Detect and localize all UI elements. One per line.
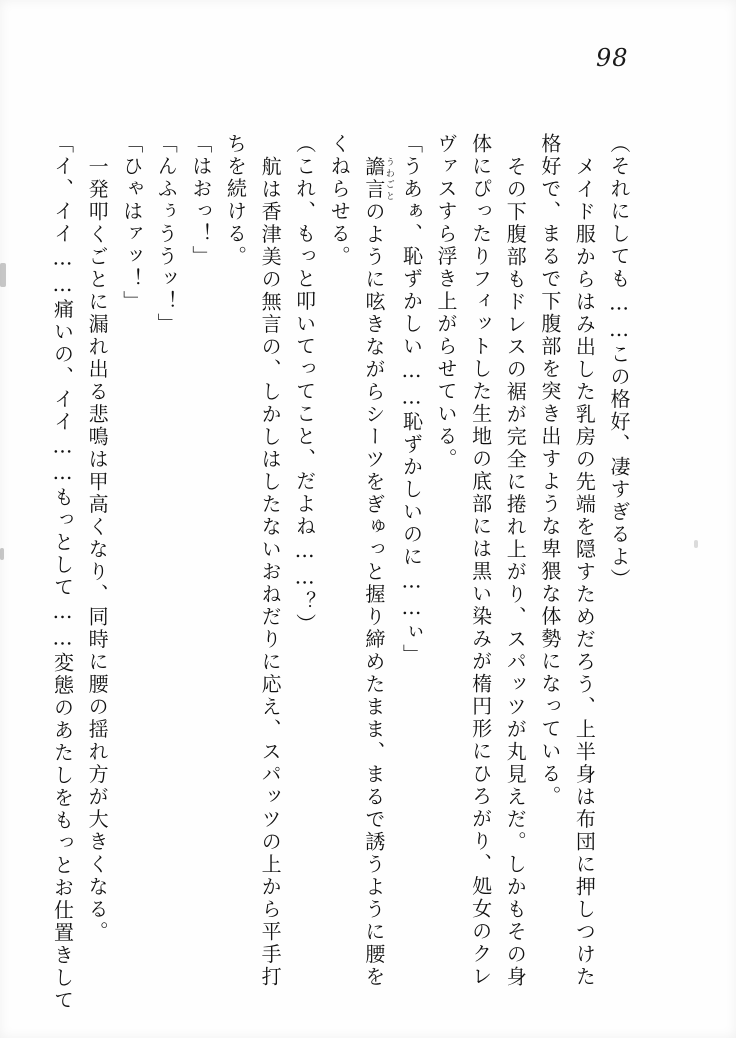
scan-artifact — [0, 263, 6, 287]
text-column: 「んふぅううッ！」 — [154, 133, 179, 336]
scan-artifact — [694, 540, 698, 548]
text-column: 「ひゃはァッ！」 — [119, 133, 144, 313]
text-column: 「はおっ！」 — [188, 133, 213, 268]
text-column: 航は香津美の無言の、しかしはしたないおねだりに応え、スパッツの上から平手打 — [258, 155, 283, 988]
text-column: その下腹部もドレスの裾が完全に捲れ上がり、スパッツが丸見えだ。しかもその身 — [503, 155, 528, 988]
text-area — [46, 133, 636, 1012]
page-number: 98 — [596, 44, 629, 72]
text-column: ちを続ける。 — [223, 133, 248, 268]
text-column: 譫言うわごとのように呟きながらシーツをぎゅっと握り締めたまま、まるで誘うように腰を — [361, 155, 394, 988]
text-column: 一発叩くごとに漏れ出る悲鳴は甲高くなり、同時に腰の揺れ方が大きくなる。 — [85, 155, 110, 943]
text-column: （これ、もっと叩いてってこと、だよね……？） — [292, 133, 317, 636]
text-column: メイド服からはみ出した乳房の先端を隠すためだろう、上半身は布団に押しつけた — [572, 155, 597, 988]
scan-artifact — [0, 548, 4, 560]
text-column: 格好で、まるで下腹部を突き出すような卑猥な体勢になっている。 — [537, 133, 562, 808]
text-column: ヴァスすら浮き上がらせている。 — [434, 133, 459, 471]
text-column: 体にぴったりフィットした生地の底部には黒い染みが楕円形にひろがり、処女のクレ — [468, 133, 493, 988]
text-column: くねらせる。 — [327, 133, 352, 268]
ruby-annotated-word: 譫言うわごと — [361, 155, 394, 201]
text-column: 「イ、イイ……痛いの、イイ……もっとして……変態のあたしをもっとお仕置きして — [50, 133, 75, 1012]
text-column: （それにしても……この格好、凄すぎるよ） — [607, 133, 631, 591]
text-column: 「うあぁ、恥ずかしい……恥ずかしいのに……ぃ」 — [399, 133, 424, 667]
